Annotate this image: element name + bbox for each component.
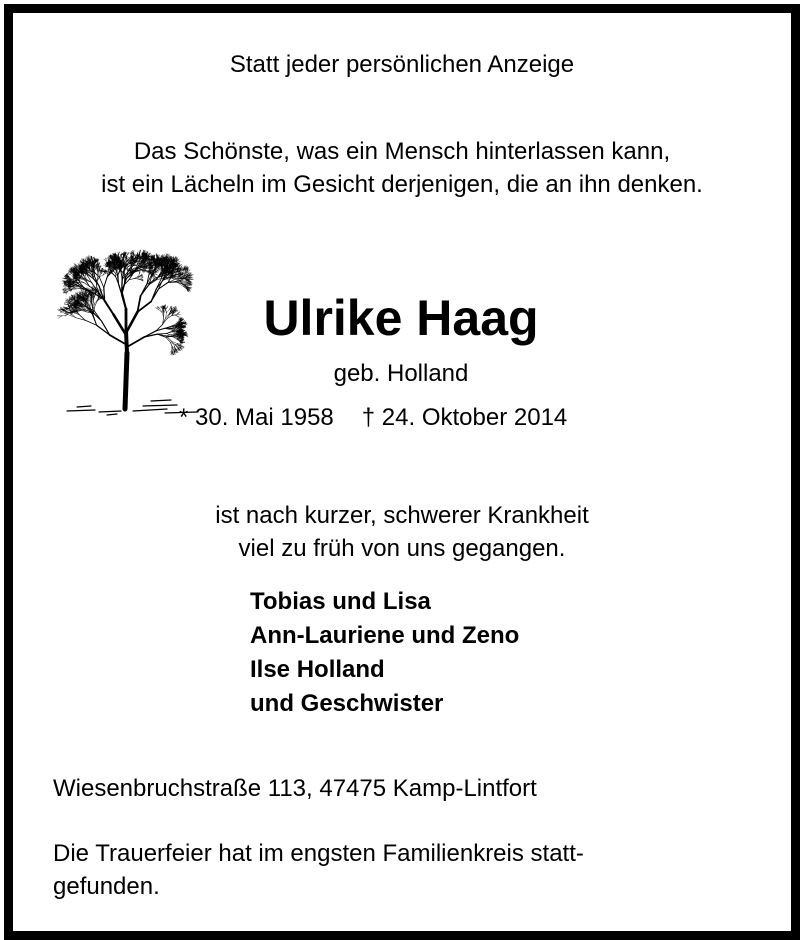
message-line: viel zu früh von uns gegangen. — [238, 535, 566, 562]
memorial-quote — [13, 135, 791, 201]
message-line: ist nach kurzer, schwerer Krankheit — [215, 502, 589, 529]
mourners-list — [250, 585, 519, 721]
obituary-frame — [4, 4, 800, 940]
mourner-line: und Geschwister — [250, 690, 444, 717]
funeral-service-note — [53, 837, 584, 903]
header-line: Statt jeder persönlichen Anzeige — [229, 51, 575, 78]
birth-date: * 30. Mai 1958 — [179, 404, 334, 431]
quote-line: ist ein Lächeln im Gesicht derjenigen, die an ihn denken. — [101, 171, 703, 198]
bare-tree-icon — [47, 213, 207, 423]
maiden-name: geb. Holland — [333, 360, 469, 387]
service-line: Die Trauerfeier hat im engsten Familienkreis statt- — [53, 840, 584, 867]
deceased-name: Ulrike Haag — [263, 290, 539, 346]
quote-line: Das Schönste, was ein Mensch hinterlassen kann, — [133, 138, 671, 165]
passing-message — [13, 499, 791, 565]
mourner-line: Ilse Holland — [250, 656, 385, 683]
mourner-line: Tobias und Lisa — [250, 588, 431, 615]
death-date: † 24. Oktober 2014 — [361, 404, 568, 431]
mourner-line: Ann-Lauriene und Zeno — [250, 622, 520, 649]
address-line: Wiesenbruchstraße 113, 47475 Kamp-Lintfort — [53, 775, 537, 802]
life-dates — [179, 404, 567, 432]
service-line: gefunden. — [53, 873, 160, 900]
